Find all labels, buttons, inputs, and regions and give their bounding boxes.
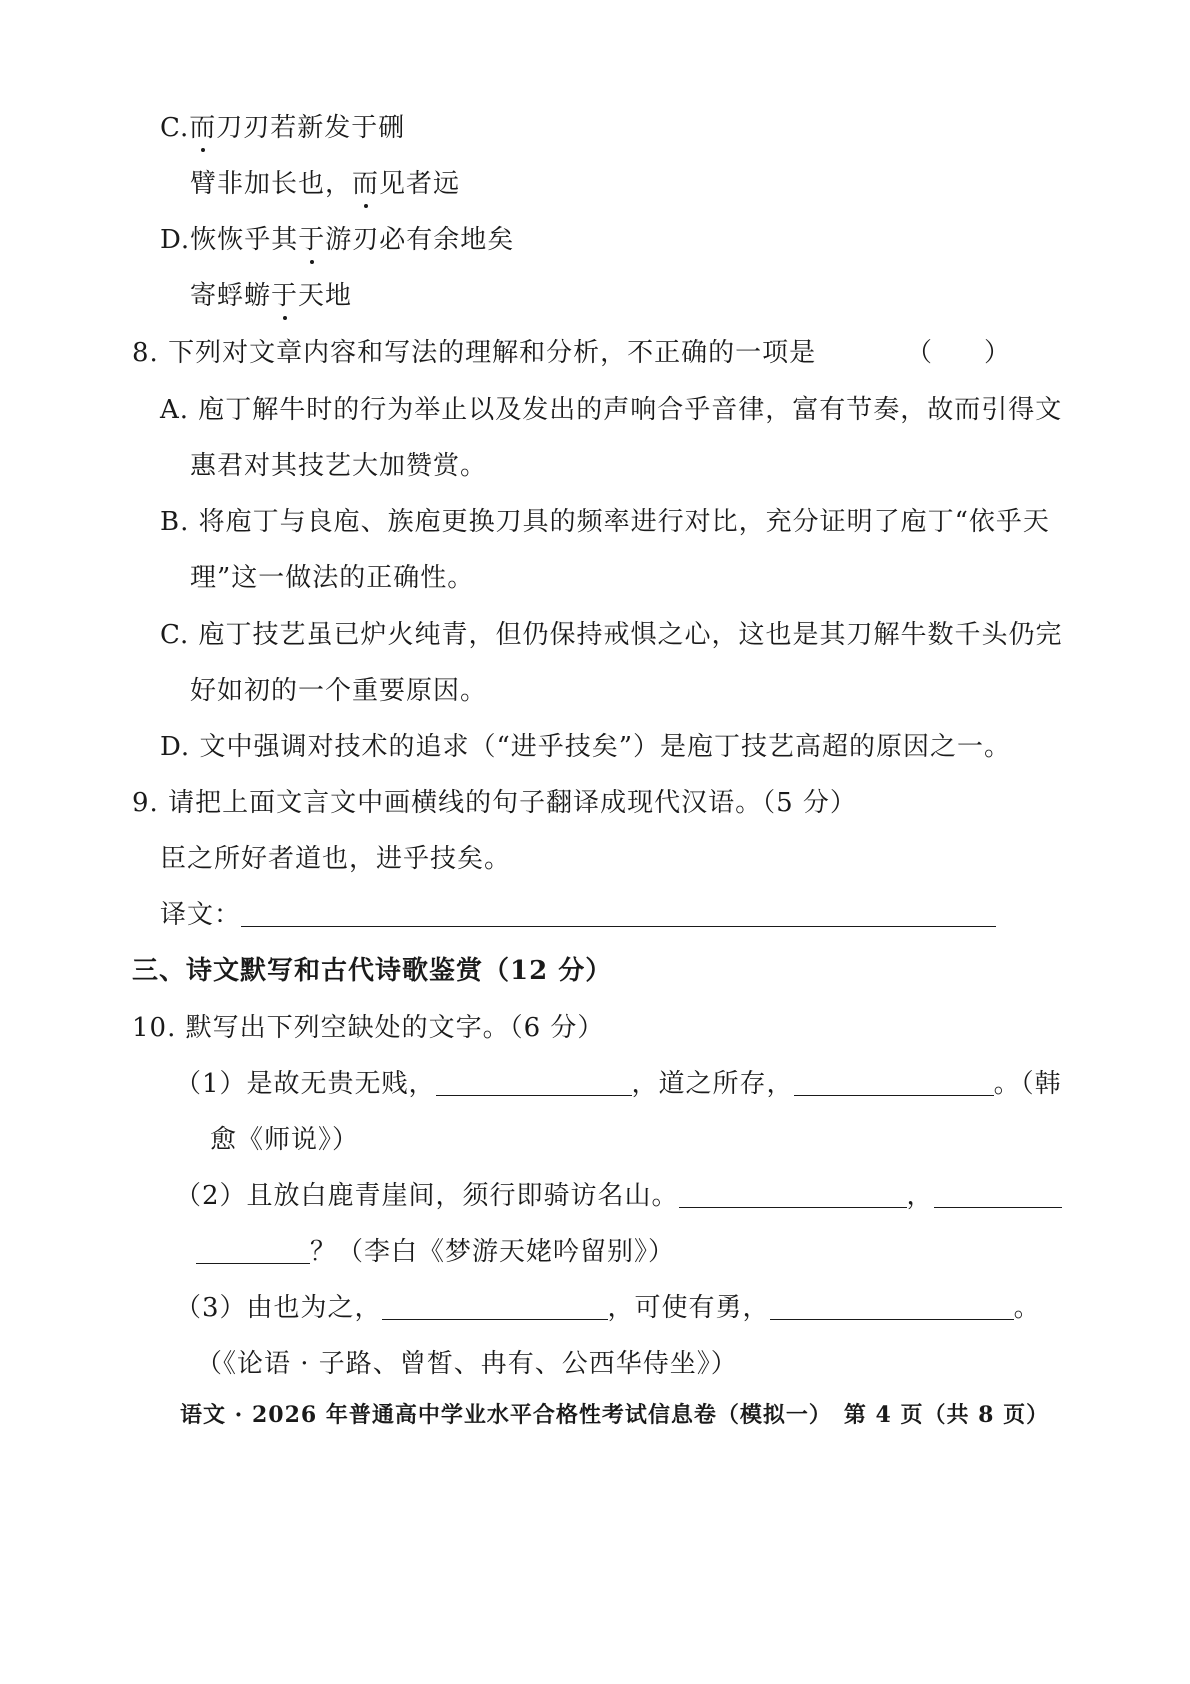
q8-answer-paren[interactable]: （ ） xyxy=(906,338,1011,368)
q10-part1-blank1[interactable] xyxy=(436,1069,632,1096)
q9-sentence: 臣之所好者道也，进乎技矣。 xyxy=(160,844,512,874)
q7-option-c-label: C. xyxy=(160,113,190,143)
q10-part1-line1: （1）是故无贵无贱， ，道之所存， 。（韩 xyxy=(175,1069,1062,1099)
q10-part3-blank1[interactable] xyxy=(382,1293,608,1320)
q10-part1-source: 愈《师说》） xyxy=(210,1125,360,1155)
q8-option-b-line2: 理”这一做法的正确性。 xyxy=(190,563,475,593)
emphasis-dot-char: 于 xyxy=(271,281,299,311)
q7-option-c-line2: 臂非加长也，而见者远 xyxy=(190,169,461,199)
q8-option-c-line2: 好如初的一个重要原因。 xyxy=(190,676,488,706)
q9-answer-blank[interactable] xyxy=(241,900,996,927)
q7-option-c-line1: C.而刀刃若新发于硎 xyxy=(160,113,406,143)
q10-part3-source: （《论语 · 子路、曾皙、冉有、公西华侍坐》） xyxy=(196,1349,738,1379)
q10-part2-blank2[interactable] xyxy=(934,1181,1062,1208)
emphasis-dot-char: 于 xyxy=(298,225,326,255)
q9-answer-label: 译文： xyxy=(160,900,242,930)
q9-stem: 9. 请把上面文言文中画横线的句子翻译成现代汉语。（5 分） xyxy=(132,788,857,818)
q8-option-a-line1: A. 庖丁解牛时的行为举止以及发出的声响合乎音律，富有节奏，故而引得文 xyxy=(160,395,1063,425)
q10-part2-blank2-cont[interactable] xyxy=(196,1237,310,1264)
q10-part1-blank2[interactable] xyxy=(794,1069,994,1096)
q7-option-d-line1: D.恢恢乎其于游刃必有余地矣 xyxy=(160,225,515,255)
q10-part2-line2: ？（李白《梦游天姥吟留别》） xyxy=(196,1236,675,1268)
q10-part3-line1: （3）由也为之， ，可使有勇， 。 xyxy=(175,1293,1041,1323)
q10-part3-blank2[interactable] xyxy=(770,1293,1014,1320)
page-footer: 语文 · 2026 年普通高中学业水平合格性考试信息卷（模拟一） 第 4 页（共 8 页） xyxy=(180,1402,1050,1428)
emphasis-dot-char: 而 xyxy=(189,113,217,143)
emphasis-dot-char: 而 xyxy=(352,169,380,199)
q8-option-d: D. 文中强调对技术的追求（“进乎技矣”）是庖丁技艺高超的原因之一。 xyxy=(160,732,1012,762)
q8-option-b-line1: B. 将庖丁与良庖、族庖更换刀具的频率进行对比，充分证明了庖丁“依乎天 xyxy=(160,507,1050,537)
q9-answer-line xyxy=(160,899,996,931)
q8-option-c-line1: C. 庖丁技艺虽已炉火纯青，但仍保持戒惧之心，这也是其刀解牛数千头仍完 xyxy=(160,620,1063,650)
q8-stem: 8. 下列对文章内容和写法的理解和分析，不正确的一项是 xyxy=(132,338,817,368)
q10-stem: 10. 默写出下列空缺处的文字。（6 分） xyxy=(132,1013,605,1043)
section-3-title: 三、诗文默写和古代诗歌鉴赏（12 分） xyxy=(132,956,613,986)
q7-option-d-label: D. xyxy=(160,225,191,255)
q10-part2-blank1[interactable] xyxy=(679,1181,907,1208)
q10-part2-line1: （2）且放白鹿青崖间，须行即骑访名山。 ， xyxy=(175,1180,1062,1212)
q8-option-a-line2: 惠君对其技艺大加赞赏。 xyxy=(190,451,488,481)
q7-option-d-line2: 寄蜉蝣于天地 xyxy=(190,281,353,311)
